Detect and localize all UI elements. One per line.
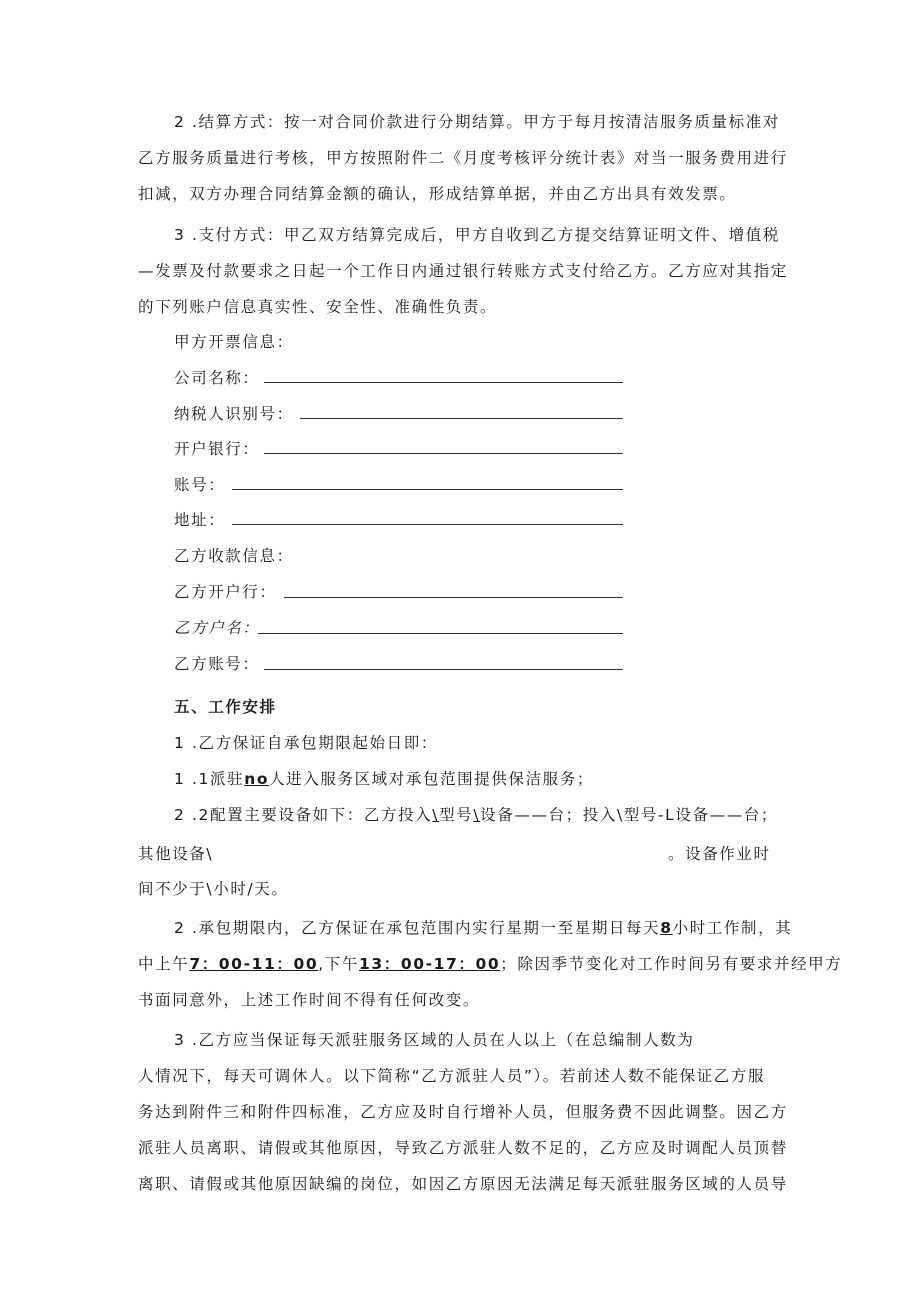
para-2-line-2e: ；除因季节变化对工作时间另有要求并经甲方 — [500, 955, 843, 973]
invoice-bank-label: 开户银行： — [174, 440, 260, 458]
para-1-1-suffix: 人进入服务区域对承包范围提供保洁服务； — [269, 770, 594, 788]
receipt-name-field[interactable] — [258, 633, 623, 634]
para-2-line-3: 书面同意外，上述工作时间不得有任何改变。 — [138, 991, 481, 1009]
receipt-title: 乙方收款信息： — [174, 547, 294, 565]
para-1-2-part-a: 2 .2配置主要设备如下：乙方投入 — [174, 806, 433, 824]
para-1-2-line-2a: 其他设备\ — [138, 845, 214, 863]
para-1-2-part-c: 型号 — [439, 806, 474, 824]
receipt-bank-field[interactable] — [284, 597, 623, 598]
para-1-2-part-d: \ — [473, 806, 481, 824]
para-3-line-5: 离职、请假或其他原因缺编的岗位，如因乙方原因无法满足每天派驻服务区域的人员导 — [138, 1175, 788, 1193]
invoice-title: 甲方开票信息： — [174, 333, 294, 351]
para-1-2-part-b: \ — [432, 806, 440, 824]
para-1-1-prefix: 1 .1派驻 — [174, 770, 245, 788]
section5-para-1-1 — [174, 768, 594, 790]
para-3-line-4: 派驻人员离职、请假或其他原因，导致乙方派驻人数不足的，乙方应及时调配人员顶替 — [138, 1139, 788, 1157]
staff-count-value: no — [244, 770, 270, 788]
receipt-account-label: 乙方账号： — [174, 655, 260, 673]
settlement-line-3: 扣减，双方办理合同结算金额的确认，形成结算单据，并由乙方出具有效发票。 — [138, 185, 737, 203]
work-hours-value: 8 — [660, 919, 673, 937]
morning-hours: 7：00-11：00 — [189, 955, 319, 973]
para-1-2-part-e: 设备——台；投入\型号-L设备——台； — [480, 806, 778, 824]
invoice-bank-field[interactable] — [264, 453, 623, 454]
section5-para-2 — [174, 917, 792, 939]
receipt-bank-label: 乙方开户行： — [174, 583, 277, 601]
address-field[interactable] — [232, 524, 623, 525]
section5-para-1-2 — [174, 804, 778, 826]
receipt-name-label: 乙方户名： — [174, 619, 260, 637]
section-heading: 五、工作安排 — [174, 698, 277, 716]
invoice-account-label: 账号： — [174, 476, 226, 494]
taxpayer-id-label: 纳税人识别号： — [174, 405, 294, 423]
invoice-account-field[interactable] — [232, 489, 623, 490]
company-name-label: 公司名称： — [174, 369, 260, 387]
address-label: 地址： — [174, 511, 226, 529]
section5-para-3-line-1: 3 .乙方应当保证每天派驻服务区域的人员在人以上（在总编制人数为 — [174, 1031, 695, 1049]
company-name-field[interactable] — [264, 382, 623, 383]
para-1-2-line-3: 间不少于\小时/天。 — [138, 880, 289, 898]
para-2-line-2a: 中上午 — [138, 955, 190, 973]
payment-line-2: —发票及付款要求之日起一个工作日内通过银行转账方式支付给乙方。乙方应对其指定 — [138, 262, 788, 280]
payment-line-3: 的下列账户信息真实性、安全性、准确性负责。 — [138, 298, 498, 316]
taxpayer-id-field[interactable] — [300, 418, 623, 419]
para-2-part-c: 小时工作制，其 — [672, 919, 793, 937]
payment-line-1: 3 .支付方式：甲乙双方结算完成后，甲方自收到乙方提交结算证明文件、增值税 — [174, 226, 780, 244]
para-1-2-line-2b: 。设备作业时 — [668, 845, 771, 863]
para-2-line-2c: ,下午 — [318, 955, 359, 973]
afternoon-hours: 13：00-17：00 — [358, 955, 501, 973]
settlement-line-2: 乙方服务质量进行考核，甲方按照附件二《月度考核评分统计表》对当一服务费用进行 — [138, 149, 788, 167]
settlement-line-1: 2 .结算方式：按一对合同价款进行分期结算。甲方于每月按清洁服务质量标准对 — [174, 113, 780, 131]
para-2-line-2 — [138, 953, 842, 975]
para-3-line-3: 务达到附件三和附件四标准，乙方应及时自行增补人员，但服务费不因此调整。因乙方 — [138, 1103, 788, 1121]
section5-para-1: 1 .乙方保证自承包期限起始日即： — [174, 734, 438, 752]
receipt-account-field[interactable] — [264, 669, 623, 670]
para-2-part-a: 2 .承包期限内，乙方保证在承包范围内实行星期一至星期日每天 — [174, 919, 661, 937]
para-3-line-2: 人情况下，每天可调休人。以下简称“乙方派驻人员”）。若前述人数不能保证乙方服 — [138, 1067, 766, 1085]
